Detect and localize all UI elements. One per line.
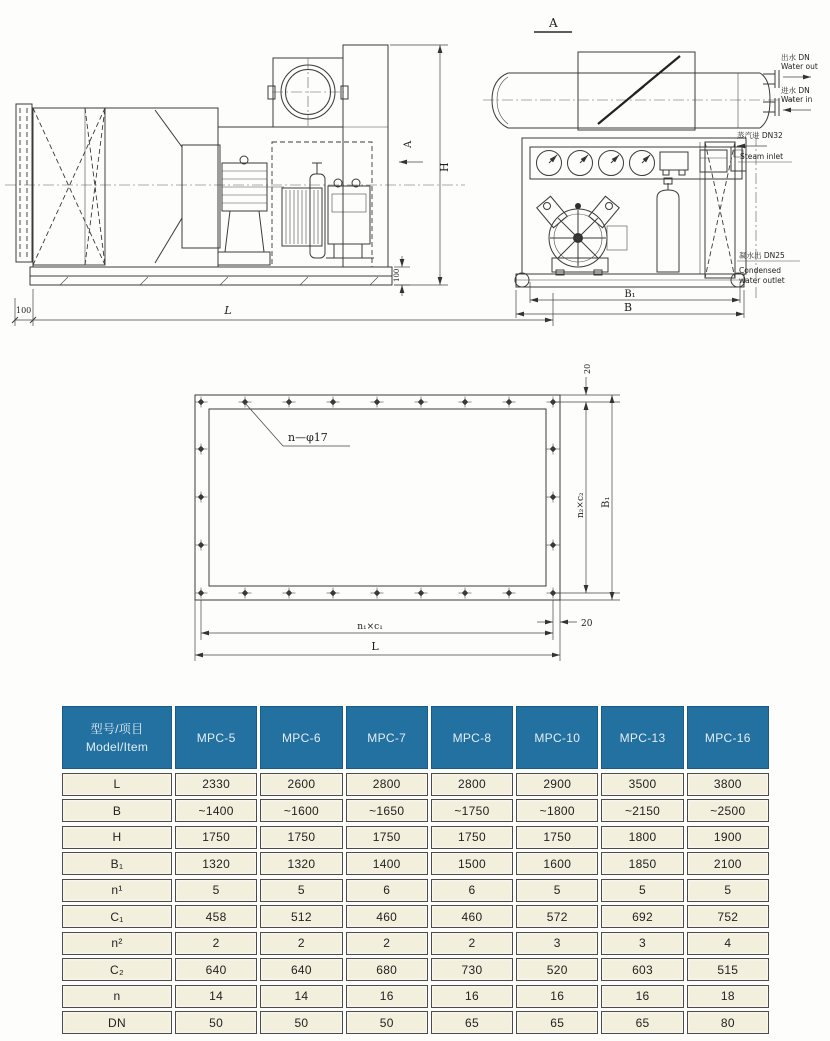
table-cell: 14 (175, 985, 257, 1008)
table-row (62, 958, 769, 981)
table-row-label: C₂ (62, 958, 172, 981)
table-cell: 1750 (346, 826, 428, 849)
table-cell: ~1600 (260, 799, 342, 822)
dim-label-b1-flange: B₁ (601, 496, 612, 508)
table-cell: 2800 (431, 773, 513, 796)
table-cell: 1500 (431, 852, 513, 875)
table-header-model: MPC-7 (346, 706, 428, 769)
bolt-holes (195, 397, 560, 599)
table-cell: 2800 (346, 773, 428, 796)
table-cell: 6 (431, 879, 513, 902)
model-item-cn: 型号/项目 (90, 721, 144, 736)
water-out-label-en: Water out (781, 62, 818, 71)
table-header-model: MPC-16 (687, 706, 769, 769)
dim-label-n1c1: n₁×c₁ (357, 622, 383, 632)
table-cell: 460 (346, 905, 428, 928)
table-header-model: MPC-5 (175, 706, 257, 769)
table-cell: 730 (431, 958, 513, 981)
table-row-label: H (62, 826, 172, 849)
table-cell: 1600 (516, 852, 598, 875)
table-row (62, 985, 769, 1008)
table-row-label: n² (62, 932, 172, 955)
table-cell: 3800 (687, 773, 769, 796)
condensed-label-cn: 凝水出 DN25 (739, 251, 785, 260)
table-row (62, 799, 769, 822)
table-cell: 1800 (601, 826, 683, 849)
table-cell: 65 (431, 1011, 513, 1034)
view-a-label: A (549, 16, 558, 30)
table-row (62, 1011, 769, 1034)
water-out-label-cn: 出水 DN (781, 53, 810, 62)
model-item-en: Model/Item (85, 739, 149, 754)
table-cell: 572 (516, 905, 598, 928)
table-row-label: B₁ (62, 852, 172, 875)
table-cell: 5 (516, 879, 598, 902)
water-in-arrow-icon (783, 108, 791, 113)
instrument-panel (530, 147, 746, 179)
table-row-label: DN (62, 1011, 172, 1034)
condensed-label-en1: Condensed (739, 266, 781, 275)
table-cell: 2 (346, 932, 428, 955)
steam-inlet-label-cn: 蒸汽进 DN32 (737, 131, 783, 140)
water-out-arrow-icon (803, 75, 811, 80)
table-cell: 1400 (346, 852, 428, 875)
table-header-model: MPC-6 (260, 706, 342, 769)
table-cell: 692 (601, 905, 683, 928)
break-symbol (598, 56, 680, 124)
table-cell: 5 (687, 879, 769, 902)
table-cell: 5 (175, 879, 257, 902)
table-cell: ~2150 (601, 799, 683, 822)
table-cell: 1900 (687, 826, 769, 849)
table-cell: 460 (431, 905, 513, 928)
table-cell: 16 (346, 985, 428, 1008)
table-cell: 14 (260, 985, 342, 1008)
table-cell: 16 (516, 985, 598, 1008)
dim-label-l-side: L (224, 304, 232, 317)
dim-label-n2c2: n₂×c₂ (576, 492, 586, 518)
table-cell: 458 (175, 905, 257, 928)
table-cell: 752 (687, 905, 769, 928)
dim-label-100-base: 100 (393, 268, 401, 282)
table-cell: 1750 (260, 826, 342, 849)
table-header-model-item (62, 706, 172, 769)
receiver-cylinder (657, 178, 679, 272)
table-row (62, 852, 769, 875)
water-in-label-cn: 进水 DN (781, 86, 810, 95)
table-cell: 1850 (601, 852, 683, 875)
table-cell: 2330 (175, 773, 257, 796)
table-header-row (62, 706, 769, 769)
table-cell: 640 (260, 958, 342, 981)
dim-label-h: H (438, 162, 451, 172)
steam-inlet-arrow-icon (737, 144, 745, 149)
table-cell: 3500 (601, 773, 683, 796)
table-cell: 512 (260, 905, 342, 928)
dim-label-l-flange: L (371, 640, 379, 653)
table-cell: 4 (687, 932, 769, 955)
table-row-label: C₁ (62, 905, 172, 928)
table-row (62, 879, 769, 902)
table-cell: 6 (346, 879, 428, 902)
table-cell: ~1650 (346, 799, 428, 822)
table-cell: 520 (516, 958, 598, 981)
table-cell: 1750 (175, 826, 257, 849)
table-cell: 80 (687, 1011, 769, 1034)
table-row (62, 826, 769, 849)
table-header-model: MPC-13 (601, 706, 683, 769)
table-cell: 2100 (687, 852, 769, 875)
fan-outlet-flange (268, 58, 348, 127)
base-frame (30, 267, 392, 285)
table-cell: 16 (431, 985, 513, 1008)
table-cell: ~1400 (175, 799, 257, 822)
table-cell: ~1800 (516, 799, 598, 822)
table-header-model: MPC-10 (516, 706, 598, 769)
table-cell: 50 (260, 1011, 342, 1034)
table-cell: 5 (601, 879, 683, 902)
table-cell: 1750 (431, 826, 513, 849)
flange-drawing (195, 364, 621, 661)
dim-label-20-bottom: 20 (581, 619, 593, 629)
table-row-label: n (62, 985, 172, 1008)
condensed-label-en2: water outlet (739, 276, 785, 285)
table-cell: 515 (687, 958, 769, 981)
side-view-drawing (5, 45, 553, 326)
table-cell: 2 (175, 932, 257, 955)
table-cell: 50 (175, 1011, 257, 1034)
spec-table (62, 706, 769, 1034)
table-cell: 1750 (516, 826, 598, 849)
table-cell: 680 (346, 958, 428, 981)
table-row-label: L (62, 773, 172, 796)
table-row (62, 932, 769, 955)
pipe-annotations (737, 52, 818, 285)
table-cell: 1320 (260, 852, 342, 875)
table-header-model: MPC-8 (431, 706, 513, 769)
table-cell: 2600 (260, 773, 342, 796)
motor (218, 156, 270, 265)
hole-callout-label: n—φ17 (288, 431, 328, 444)
table-cell: 2 (260, 932, 342, 955)
table-cell: 5 (260, 879, 342, 902)
dim-label-100-left: 100 (16, 306, 32, 315)
table-cell: 640 (175, 958, 257, 981)
condenser-cylinder (492, 52, 779, 130)
table-row-label: n¹ (62, 879, 172, 902)
dim-label-20-top: 20 (583, 363, 592, 374)
table-cell: 1320 (175, 852, 257, 875)
table-row-label: B (62, 799, 172, 822)
dim-label-b1-front: B₁ (624, 289, 636, 300)
dim-label-b-front: B (623, 301, 633, 314)
table-cell: 18 (687, 985, 769, 1008)
table-cell: 2 (431, 932, 513, 955)
front-base (515, 273, 745, 287)
section-a-label: A (403, 140, 414, 148)
x-brace-frame (705, 142, 735, 278)
table-row (62, 773, 769, 796)
steam-inlet-label-en: Steam inlet (740, 152, 784, 161)
table-cell: 3 (516, 932, 598, 955)
table-cell: 16 (601, 985, 683, 1008)
table-row (62, 905, 769, 928)
table-cell: 65 (516, 1011, 598, 1034)
table-cell: 50 (346, 1011, 428, 1034)
table-cell: ~2500 (687, 799, 769, 822)
table-cell: 603 (601, 958, 683, 981)
compressor-unit (272, 142, 374, 267)
table-cell: 65 (601, 1011, 683, 1034)
table-cell: 3 (601, 932, 683, 955)
compressor-flywheel (537, 196, 627, 275)
table-cell: ~1750 (431, 799, 513, 822)
water-in-label-en: Water in (781, 95, 813, 104)
table-cell: 2900 (516, 773, 598, 796)
